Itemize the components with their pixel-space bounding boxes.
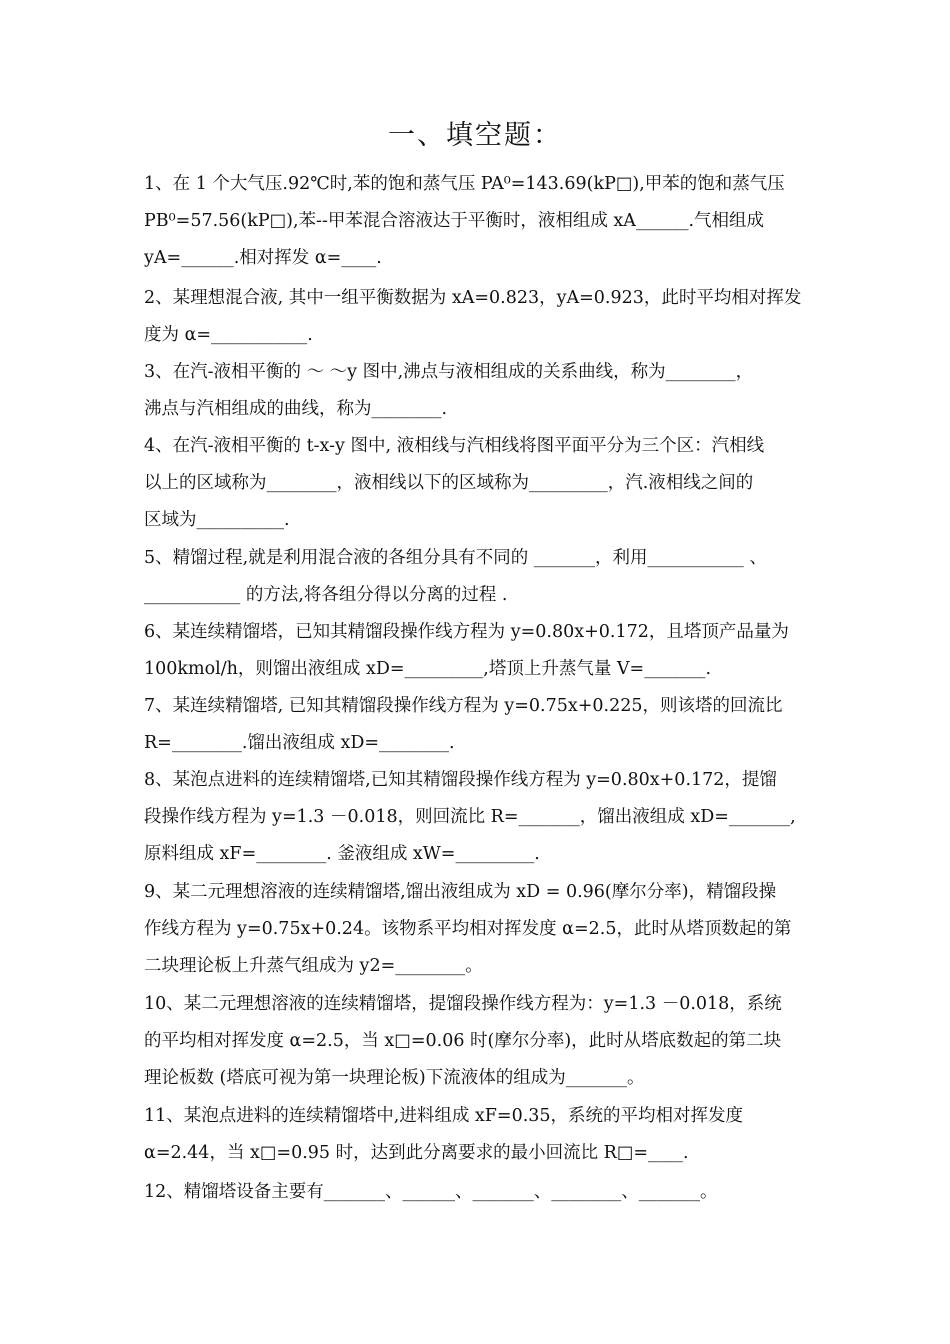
question-line: 5、精馏过程,就是利用混合液的各组分具有不同的 _______，利用___________ 、 [144, 548, 767, 568]
question-line: 理论板数 (塔底可视为第一块理论板)下流液体的组成为_______。 [144, 1068, 645, 1088]
question-line: 二块理论板上升蒸气组成为 y2=________。 [144, 956, 483, 976]
question-line: yA=______.相对挥发 α=____. [144, 248, 382, 268]
question-line: 作线方程为 y=0.75x+0.24。该物系平均相对挥发度 α=2.5，此时从塔顶数起的第 [144, 919, 792, 939]
question-line: PB⁰=57.56(kP□),苯--甲苯混合溶液达于平衡时，液相组成 xA______.气相组成 [144, 211, 765, 231]
question-12 [144, 1174, 808, 1211]
question-line: 8、某泡点进料的连续精馏塔,已知其精馏段操作线方程为 y=0.80x+0.172，提馏 [144, 770, 777, 790]
question-6 [144, 614, 808, 688]
question-line: α=2.44，当 x□=0.95 时，达到此分离要求的最小回流比 R□=____. [144, 1143, 689, 1163]
question-line: 段操作线方程为 y=1.3 －0.018，则回流比 R=_______，馏出液组成 xD=_______, [144, 807, 796, 827]
question-line: 度为 α=___________. [144, 325, 313, 345]
question-3 [144, 354, 808, 428]
section-title: 一、填空题： [388, 120, 562, 151]
question-5 [144, 540, 808, 614]
question-line: 的平均相对挥发度 α=2.5，当 x□=0.06 时(摩尔分率)，此时从塔底数起的第二块 [144, 1031, 782, 1051]
question-line: 10、某二元理想溶液的连续精馏塔，提馏段操作线方程为：y=1.3 －0.018，系统 [144, 994, 782, 1014]
question-line: 3、在汽-液相平衡的 ～ ～y 图中,沸点与液相组成的关系曲线，称为________， [144, 362, 754, 382]
question-line: ___________ 的方法,将各组分得以分离的过程 . [144, 585, 508, 605]
question-2 [144, 280, 808, 354]
question-line: 4、在汽-液相平衡的 t-x-y 图中, 液相线与汽相线将图平面平分为三个区：汽相线 [144, 436, 765, 456]
question-4 [144, 428, 808, 539]
question-8 [144, 762, 808, 873]
question-line: 沸点与汽相组成的曲线，称为________. [144, 399, 448, 419]
question-10 [144, 986, 808, 1097]
question-11 [144, 1098, 808, 1172]
question-line: 7、某连续精馏塔, 已知其精馏段操作线方程为 y=0.75x+0.225，则该塔的回流比 [144, 696, 783, 716]
question-line: 区域为__________. [144, 510, 290, 530]
question-line: 1、在 1 个大气压.92℃时,苯的饱和蒸气压 PA⁰=143.69(kP□),甲苯的饱和蒸气压 [144, 174, 785, 194]
question-line: 原料组成 xF=________. 釜液组成 xW=_________. [144, 844, 540, 864]
question-line: 9、某二元理想溶液的连续精馏塔,馏出液组成为 xD = 0.96(摩尔分率)，精馏段操 [144, 882, 777, 902]
question-line: 12、精馏塔设备主要有_______、______、_______、________、_______。 [144, 1182, 718, 1202]
question-line: 6、某连续精馏塔，已知其精馏段操作线方程为 y=0.80x+0.172，且塔顶产品量为 [144, 622, 789, 642]
question-line: 2、某理想混合液, 其中一组平衡数据为 xA=0.823，yA=0.923，此时平均相对挥发 [144, 288, 802, 308]
question-1 [144, 166, 808, 277]
question-line: 100kmol/h，则馏出液组成 xD=_________,塔顶上升蒸气量 V=_______. [144, 659, 712, 679]
question-7 [144, 688, 808, 762]
question-line: 11、某泡点进料的连续精馏塔中,进料组成 xF=0.35，系统的平均相对挥发度 [144, 1106, 744, 1126]
question-line: 以上的区域称为________，液相线以下的区域称为_________，汽.液相线之间的 [144, 473, 754, 493]
question-9 [144, 874, 808, 985]
question-line: R=________.馏出液组成 xD=________. [144, 733, 455, 753]
